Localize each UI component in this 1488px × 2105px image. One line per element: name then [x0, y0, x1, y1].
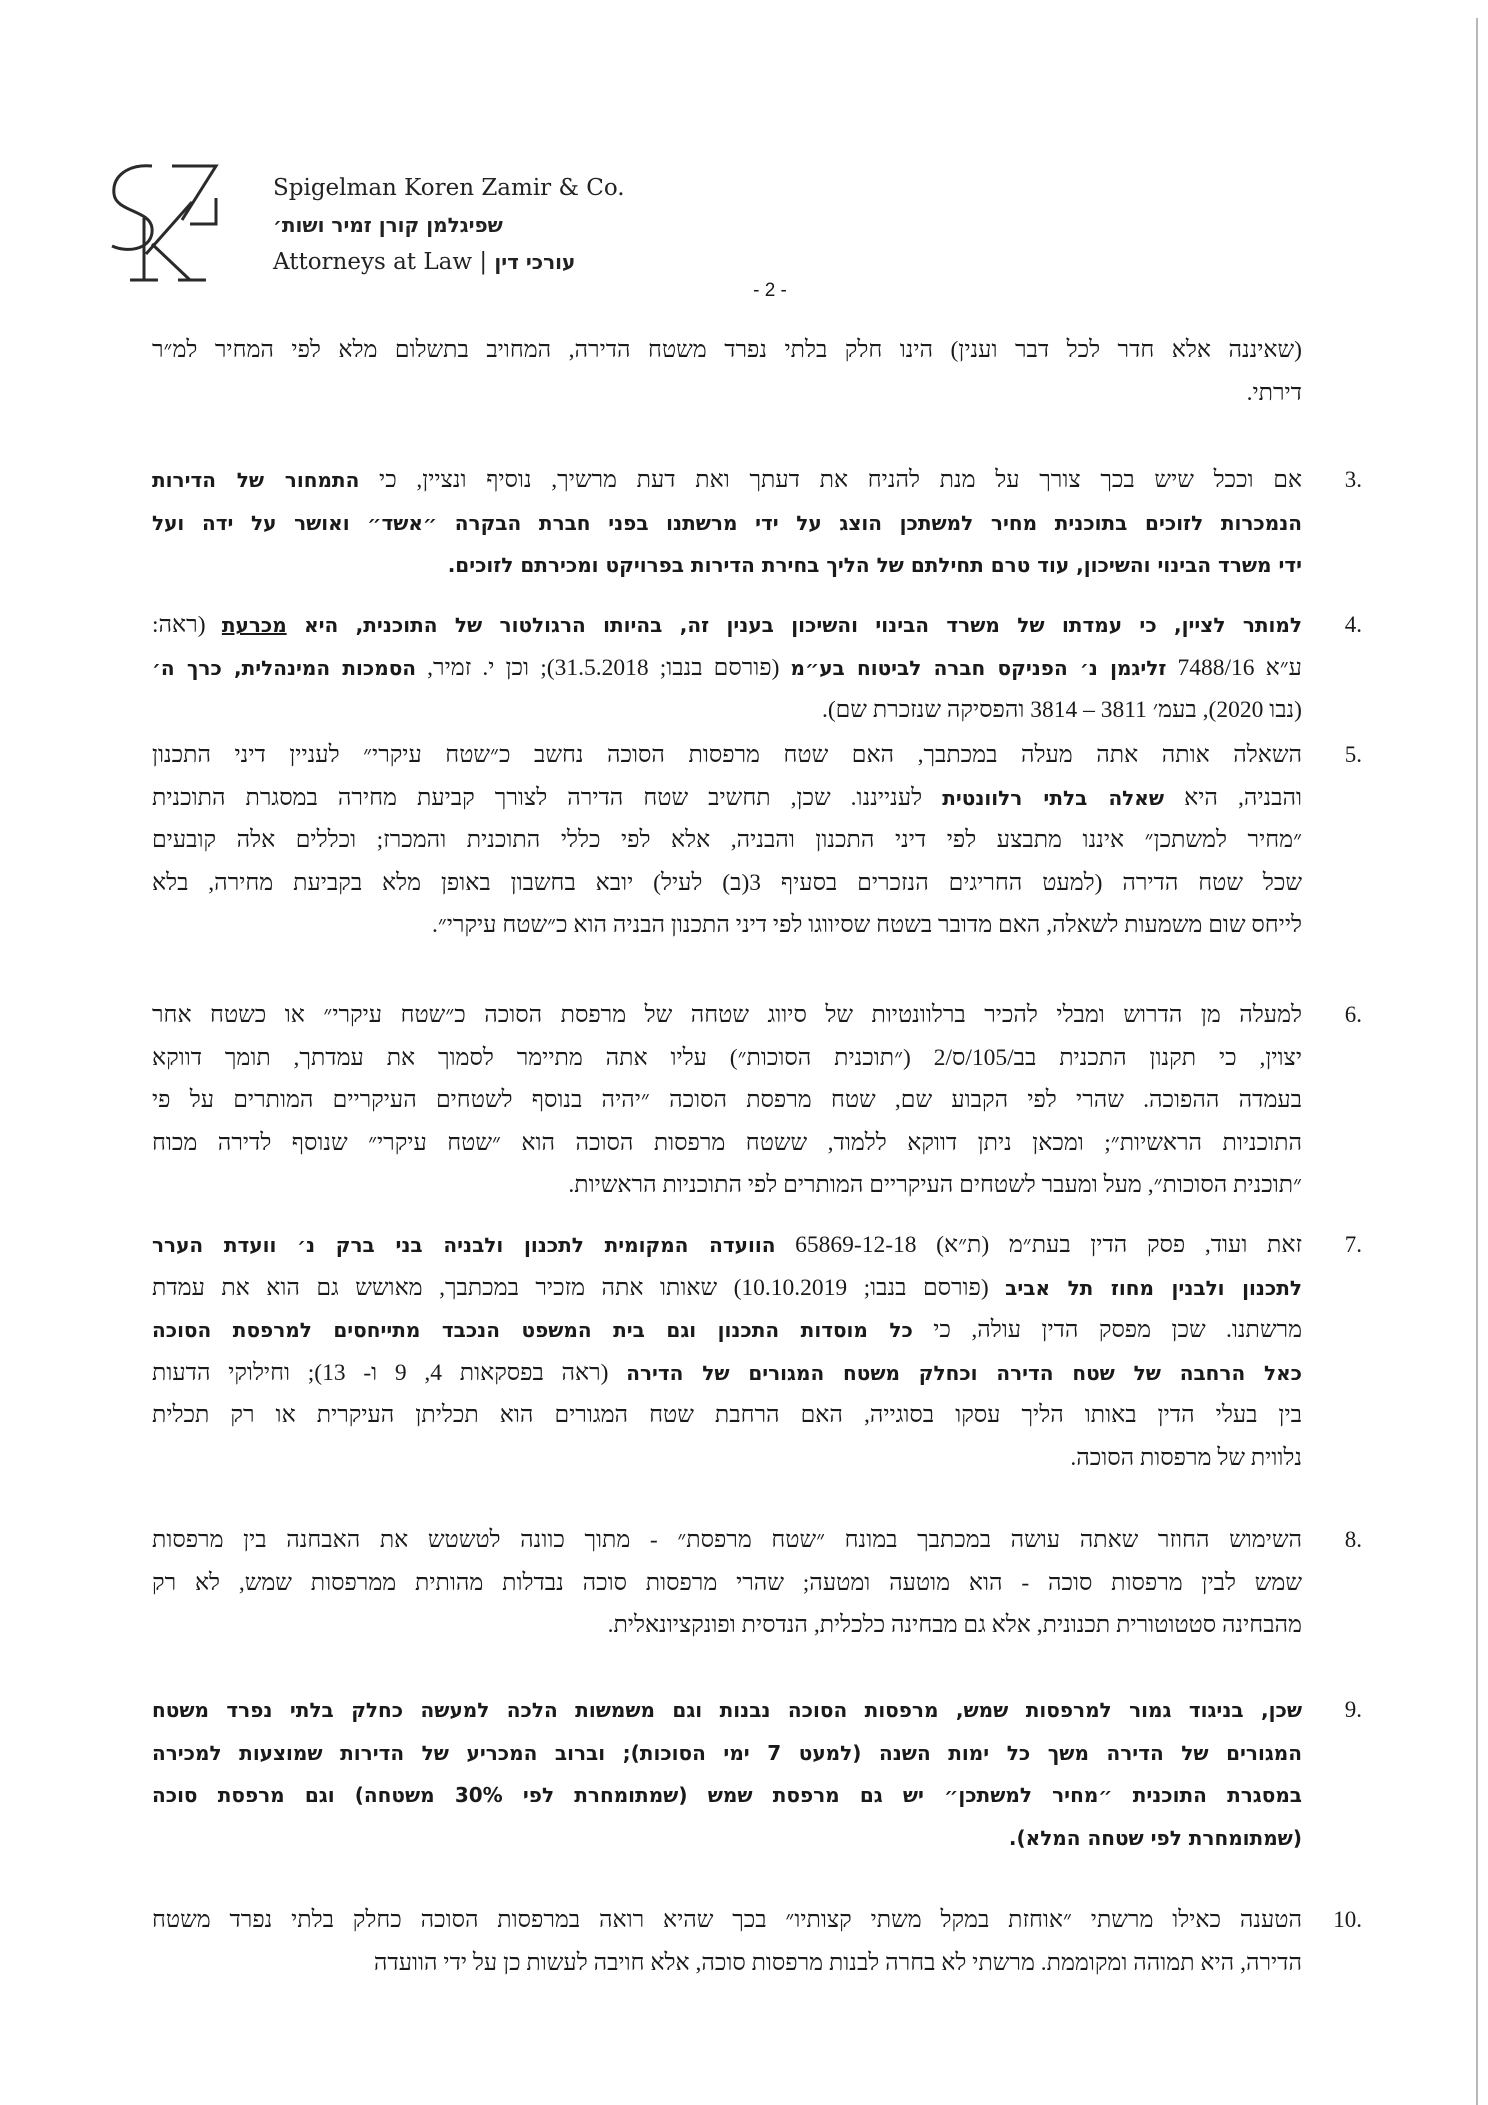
firm-name-english: Spigelman Koren Zamir & Co. [273, 175, 625, 201]
bold-text-segment: לתכנון ולבנין מחוז תל אביב [1005, 1275, 1302, 1300]
attorneys-hebrew: עורכי דין [494, 250, 576, 274]
paragraph-number: 7. [1344, 1232, 1362, 1257]
text-segment: זאת ועוד, פסק הדין בעת״מ (ת״א) 65869-12-18 [775, 1232, 1302, 1258]
text-segment: ״תוכנית הסוכות״, מעל ומעבר לשטחים העיקריים המותרים לפי התוכניות הראשיות. [568, 1172, 1302, 1198]
text-line [152, 995, 1302, 1035]
paragraph-number: 4. [1344, 612, 1362, 637]
paragraph-number: 6. [1344, 1002, 1362, 1027]
firm-name-hebrew: שפיגלמן קורן זמיר ושות׳ [273, 213, 503, 237]
bold-text-segment: (שמתומחרת לפי שטחה המלא). [1008, 1825, 1302, 1850]
text-line [152, 1225, 1302, 1265]
text-line [152, 330, 1302, 370]
firm-name-block [273, 170, 625, 281]
text-segment: (נבו 2020), בעמ׳ 3811 – 3814 והפסיקה שנזכרת שם). [821, 697, 1302, 723]
text-line [152, 373, 1302, 413]
text-line [152, 735, 1302, 775]
text-segment: (שאיננה אלא חדר לכל דבר וענין) הינו חלק בלתי נפרד משטח הדירה, המחויב בתשלום מלא לפי המחיר למ״ר [152, 337, 1302, 363]
text-line [152, 1690, 1302, 1730]
text-line [152, 1943, 1302, 1983]
text-segment: (ראה: [152, 612, 222, 638]
bold-text-segment: הנמכרות לזוכים בתוכנית מחיר למשתכן הוצג על ידי מרשתנו בפני חברת הבקרה ״אשד״ ואושר על ידה ועל [152, 510, 1302, 535]
text-segment: אם וככל שיש בכך צורך על מנת להניח את דעתך ואת דעת מרשיך, נוסיף ונציין, כי [359, 467, 1302, 493]
bold-text-segment: הסמכות המינהלית, כרך ה׳ [152, 655, 417, 680]
paragraph-number: 5. [1344, 742, 1362, 767]
text-segment: בעמדה ההפוכה. שהרי לפי הקבוע שם, שטח מרפסת הסוכה ״יהיה בנוסף לשטחים העיקריים המותרים על פי [152, 1087, 1302, 1113]
text-line [152, 1353, 1302, 1393]
text-segment: (פורסם בנבו; 31.5.2018); וכן י. זמיר, [416, 654, 791, 681]
bold-text-segment: המגורים של הדירה משך כל ימות השנה (למעט 7 ימי הסוכות); וברוב המכריע של הדירות שמוצעות למכירה [152, 1740, 1302, 1765]
text-line [152, 778, 1302, 818]
paragraph-number: 3. [1344, 467, 1362, 492]
bold-text-segment: למותר לציין, כי עמדתו של משרד הבינוי והשיכון בענין זה, בהיותו הרגולטור של התוכנית, היא [286, 613, 1302, 637]
text-segment: בין בעלי הדין באותו הליך עסקו בסוגייה, האם הרחבת שטח המגורים הוא תכליתן העיקרית או רק תכלית [152, 1402, 1302, 1428]
text-line [152, 503, 1302, 543]
text-segment: יצוין, כי תקנון התכנית בב/105/ס/2 (״תוכנית הסוכות״) עליו אתה מתיימר לסמוך את עמדתך, תומך דווקא [152, 1044, 1302, 1071]
text-segment: והבניה, היא [1164, 784, 1302, 811]
text-segment: נלווית של מרפסות הסוכה. [1070, 1444, 1302, 1471]
paragraph-number: 9. [1344, 1697, 1362, 1722]
paragraph-number: 10. [1333, 1907, 1362, 1932]
text-segment: למעלה מן הדרוש ומבלי להכיר ברלוונטיות של סיווג שטחה של מרפסת הסוכה כ״שטח עיקרי״ או כשטח אחר [152, 1002, 1302, 1028]
text-line [152, 1438, 1302, 1478]
text-segment: שמש לבין מרפסות סוכה - הוא מוטעה ומטעה; שהרי מרפסות סוכה נבדלות מהותית ממרפסות שמש, לא רק [152, 1569, 1302, 1596]
text-line [152, 1818, 1302, 1858]
bold-text-segment: מכרעת [221, 613, 287, 637]
bold-text-segment: התמחור של הדירות [152, 468, 360, 492]
text-line [152, 1268, 1302, 1308]
bold-text-segment: הוועדה המקומית לתכנון ולבניה בני ברק נ׳ וועדת הערר [152, 1233, 776, 1257]
text-segment: הטענה כאילו מרשתי ״אוחזת במקל משתי קצותיו״ בכך שהיא רואה במרפסות הסוכה כחלק בלתי נפרד משטח [152, 1907, 1302, 1933]
text-line [152, 1605, 1302, 1645]
text-segment: מרשתנו. שכן מפסק הדין עולה, כי [912, 1317, 1302, 1343]
text-line [152, 1733, 1302, 1773]
bold-text-segment: שאלה בלתי רלוונטית [942, 785, 1165, 810]
text-line [152, 605, 1302, 645]
text-line [152, 1123, 1302, 1163]
text-segment: השאלה אותה אתה מעלה במכתבך, האם שטח מרפסות הסוכה נחשב כ״שטח עיקרי״ לעניין דיני התכנון [152, 742, 1302, 768]
bold-text-segment: במסגרת התוכנית ״מחיר למשתכן״ יש גם מרפסת שמש (שמתומחרת לפי 30% משטחה) וגם מרפסת סוכה [152, 1783, 1302, 1807]
paragraph-number: 8. [1344, 1527, 1362, 1552]
text-segment: התוכניות הראשיות״; ומכאן ניתן דווקא ללמוד, ששטח מרפסות הסוכה הוא ״שטח עיקרי״ שנוסף לדירה מכוח [152, 1129, 1302, 1156]
text-line [152, 1520, 1302, 1560]
text-line [152, 1038, 1302, 1078]
bold-text-segment: שכן, בניגוד גמור למרפסות שמש, מרפסות הסוכה נבנות וגם משמשות הלכה למעשה כחלק בלתי נפרד משטח [152, 1698, 1302, 1722]
text-line [152, 690, 1302, 730]
text-segment: (פורסם בנבו; 10.10.2019) שאותו אתה מזכיר במכתבך, מאושש גם הוא את עמדת [152, 1274, 1006, 1301]
text-line [152, 1080, 1302, 1120]
text-segment: ״מחיר למשתכן״ איננו מתבצע לפי דיני התכנון והבניה, אלא לפי כללי התוכנית והמכרז; וכללים אלה קובעים [152, 827, 1302, 853]
bold-text-segment: כאל הרחבה של שטח הדירה וכחלק משטח המגורים של הדירה [626, 1360, 1302, 1385]
text-segment: השימוש החוזר שאתה עושה במכתבך במונח ״שטח מרפסת״ - מתוך כוונה לטשטש את האבחנה בין מרפסות [152, 1527, 1302, 1553]
text-line [152, 648, 1302, 688]
text-segment: שכל שטח הדירה (למעט החריגים הנזכרים בסעיף 3(ב) לעיל) יובא בחשבון באופן מלא בקביעת מחירה, בלא [152, 869, 1302, 896]
text-line [152, 1165, 1302, 1205]
text-segment: הדירה, היא תמוהה ומקוממת. מרשתי לא בחרה לבנות מרפסות סוכה, אלא חויבה לעשות כן על ידי הוועדה [373, 1949, 1302, 1976]
text-segment: ע״א 7488/16 [1166, 654, 1302, 681]
bold-text-segment: זליגמן נ׳ הפניקס חברה לביטוח בע״מ [790, 655, 1167, 680]
text-line [152, 1310, 1302, 1350]
text-line [152, 460, 1302, 500]
firm-logo-icon [108, 158, 233, 288]
text-segment: מהבחינה סטטוטורית תכנונית, אלא גם מבחינה כלכלית, הנדסית ופונקציונאלית. [607, 1612, 1302, 1638]
text-line [152, 863, 1302, 903]
bold-text-segment: ידי משרד הבינוי והשיכון, עוד טרם תחילתם של הליך בחירת הדירות בפרויקט ומכירתם לזוכים. [447, 553, 1302, 577]
text-line [152, 1563, 1302, 1603]
scan-edge-line [1476, 18, 1478, 2105]
text-line [152, 1900, 1302, 1940]
bold-text-segment: כל מוסדות התכנון וגם בית המשפט הנכבד מתייחסים למרפסת הסוכה [152, 1318, 913, 1342]
text-segment: לייחס שום משמעות לשאלה, האם מדובר בשטח שסיווגו לפי דיני התכנון הבניה הוא כ״שטח עיקרי״. [431, 912, 1302, 938]
text-line [152, 905, 1302, 945]
page-number: - 2 - [753, 280, 787, 301]
text-segment: (ראה בפסקאות 4, 9 ו- 13); וחילוקי הדעות [152, 1359, 627, 1386]
attorneys-english: Attorneys at Law | [273, 249, 488, 275]
text-segment: לענייננו. שכן, תחשיב שטח הדירה לצורך קביעת מחירה במסגרת התוכנית [152, 784, 943, 811]
text-line [152, 545, 1302, 585]
text-line [152, 820, 1302, 860]
text-line [152, 1395, 1302, 1435]
text-segment: דירתי. [1246, 379, 1302, 406]
text-line [152, 1775, 1302, 1815]
